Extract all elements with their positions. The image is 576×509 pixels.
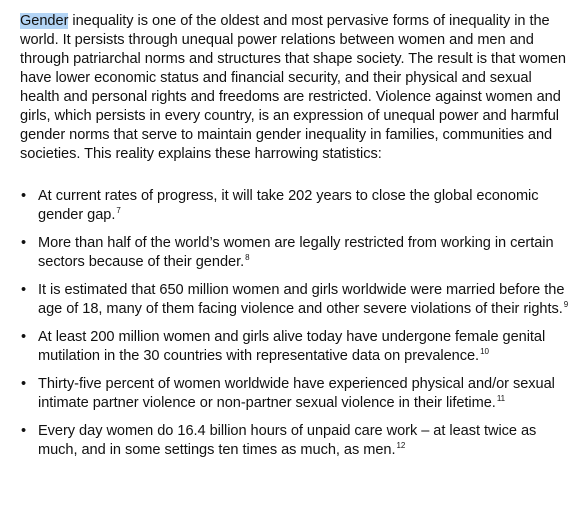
list-item — [20, 328, 572, 366]
footnote-marker: 11 — [496, 394, 506, 403]
footnote-marker: 7 — [116, 206, 121, 215]
bullet-icon: • — [21, 376, 27, 392]
statistics-list — [20, 187, 572, 469]
list-item-text: Every day women do 16.4 billion hours of unpaid care work – at least twice as much, and in some settings ten times as much, as men. — [38, 423, 537, 458]
list-item-text: More than half of the world’s women are legally restricted from working in certain sectors because of their gender. — [38, 235, 554, 270]
list-item-text: Thirty-five percent of women worldwide have experienced physical and/or sexual intimate partner violence or non-partner sexual violence in their lifetime. — [38, 376, 555, 411]
bullet-icon: • — [21, 282, 27, 298]
bullet-icon: • — [21, 188, 27, 204]
list-item — [20, 234, 572, 272]
list-item — [20, 375, 572, 413]
footnote-marker: 8 — [245, 253, 250, 262]
list-item — [20, 422, 572, 460]
footnote-marker: 9 — [563, 300, 569, 309]
selected-word[interactable]: Gender — [20, 13, 69, 29]
list-item-text: It is estimated that 650 million women and girls worldwide were married before the age of 18, many of them facing violence and other severe violations of their rights. — [38, 282, 565, 317]
bullet-icon: • — [21, 235, 27, 251]
list-item — [20, 281, 572, 319]
list-item — [20, 187, 572, 225]
bullet-icon: • — [21, 329, 27, 345]
intro-text: inequality is one of the oldest and most pervasive forms of inequality in the world. It persists through unequal power relations between women and men and through patriarchal norms and structures that shape society. The result is that women have lower economic status and financial security, and their physical and sexual health and personal rights and freedoms are restricted. Violence against women and girls, which persists in every country, is an expression of unequal power and harmful gender norms that serve to maintain gender inequality in families, communities and societies. This reality explains these harrowing statistics: — [20, 13, 566, 162]
footnote-marker: 12 — [396, 441, 406, 450]
bullet-icon: • — [21, 423, 27, 439]
list-item-text: At current rates of progress, it will take 202 years to close the global economic gender gap. — [38, 188, 539, 223]
intro-paragraph — [20, 12, 568, 164]
footnote-marker: 10 — [480, 347, 489, 356]
list-item-text: At least 200 million women and girls alive today have undergone female genital mutilation in the 30 countries with representative data on prevalence. — [38, 329, 546, 364]
